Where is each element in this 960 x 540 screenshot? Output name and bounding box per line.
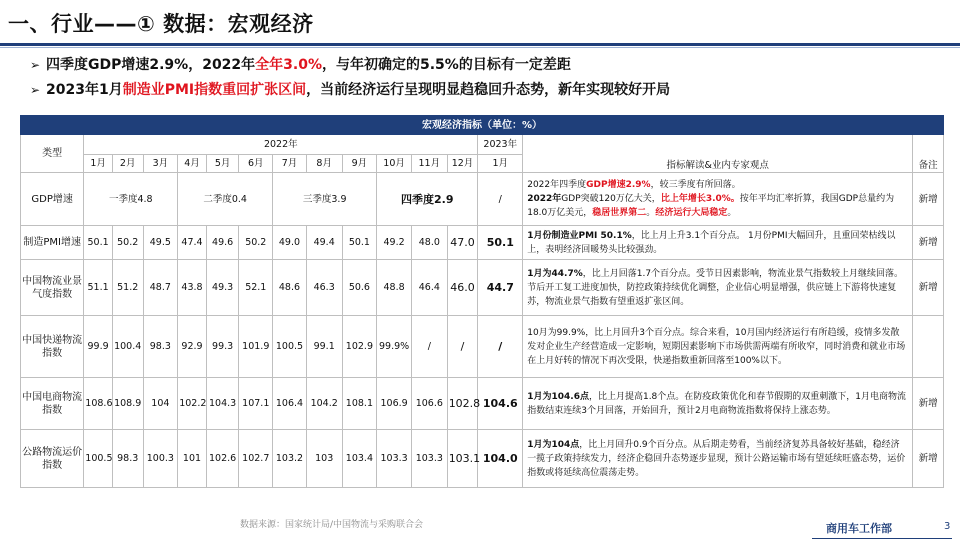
bullet-text: ，当前经济运行呈现明显趋稳回升态势，新年实现较好开局 bbox=[306, 82, 671, 98]
row-label: 制造PMI增速 bbox=[21, 226, 84, 260]
department-label: 商用车工作部 bbox=[826, 522, 892, 535]
jan-2023-value: 44.7 bbox=[478, 260, 523, 316]
month-value: 49.4 bbox=[306, 226, 342, 260]
month-value: 102.2 bbox=[178, 378, 207, 430]
month-value: / bbox=[411, 316, 447, 378]
month-value: 108.1 bbox=[342, 378, 377, 430]
month-value: 100.5 bbox=[273, 316, 307, 378]
month-value: 103.1 bbox=[447, 430, 478, 488]
year-2023-header: 2023年 bbox=[478, 135, 523, 155]
table-row bbox=[21, 430, 944, 488]
month-header: 3月 bbox=[143, 155, 178, 173]
row-comment bbox=[523, 378, 913, 430]
row-comment bbox=[523, 173, 913, 226]
row-note: 新增 bbox=[913, 226, 944, 260]
table-caption: 宏观经济指标（单位：%） bbox=[21, 116, 944, 135]
macro-indicators-table bbox=[20, 115, 944, 488]
comment-fragment: 比上年增长3.0%。 bbox=[660, 194, 740, 204]
month-value: 103 bbox=[306, 430, 342, 488]
table-row-gdp bbox=[21, 173, 944, 226]
month-value: 102.8 bbox=[447, 378, 478, 430]
type-header: 类型 bbox=[21, 135, 84, 173]
year-2022-header: 2022年 bbox=[84, 135, 478, 155]
comment-fragment: ，较三季度有所回落。 bbox=[650, 180, 741, 190]
month-value: 52.1 bbox=[239, 260, 273, 316]
gdp-q1: 一季度4.8 bbox=[84, 173, 178, 226]
month-value: 49.2 bbox=[377, 226, 412, 260]
month-value: 102.6 bbox=[206, 430, 239, 488]
jan-2023-value: 104.6 bbox=[478, 378, 523, 430]
month-header-2023: 1月 bbox=[478, 155, 523, 173]
month-value: 48.6 bbox=[273, 260, 307, 316]
comment-fragment: 1月为104.6点 bbox=[527, 391, 589, 402]
page-number: 3 bbox=[944, 521, 951, 532]
jan-2023-value: 104.0 bbox=[478, 430, 523, 488]
month-value: 101.9 bbox=[239, 316, 273, 378]
data-source: 数据来源：国家统计局/中国物流与采购联合会 bbox=[240, 520, 424, 530]
month-value: 49.0 bbox=[273, 226, 307, 260]
month-value: 103.3 bbox=[377, 430, 412, 488]
comment-fragment: GDP突破120万亿大关， bbox=[561, 194, 661, 204]
table-row bbox=[21, 260, 944, 316]
month-value: 103.3 bbox=[411, 430, 447, 488]
month-header: 4月 bbox=[178, 155, 207, 173]
row-label: GDP增速 bbox=[21, 173, 84, 226]
comment-fragment: ，比上月上升3.1个百分点。 1月份PMI大幅回升，且重回荣枯线以上，表明经济回暖势头比较强劲。 bbox=[527, 230, 896, 255]
month-value: 51.2 bbox=[112, 260, 143, 316]
comment-fragment: 2022年四季度 bbox=[527, 180, 587, 190]
month-value: 49.3 bbox=[206, 260, 239, 316]
comment-fragment: 1月为104点 bbox=[527, 439, 580, 450]
month-header: 11月 bbox=[411, 155, 447, 173]
row-label: 中国电商物流指数 bbox=[21, 378, 84, 430]
month-value: 100.3 bbox=[143, 430, 178, 488]
comment-fragment: 2022年 bbox=[527, 194, 562, 204]
month-header: 5月 bbox=[206, 155, 239, 173]
month-value: 51.1 bbox=[84, 260, 113, 316]
month-header: 12月 bbox=[447, 155, 478, 173]
comment-fragment: ，比上月提高1.8个点。在防疫政策优化和春节假期的双重刺激下，1月电商物流指数结束连续3个月回落，开始回升，预计2月电商物流指数将保持上涨态势。 bbox=[527, 391, 907, 416]
gdp-jan-2023: / bbox=[478, 173, 523, 226]
month-value: 108.9 bbox=[112, 378, 143, 430]
month-value: 102.9 bbox=[342, 316, 377, 378]
month-value: 46.4 bbox=[411, 260, 447, 316]
row-note bbox=[913, 316, 944, 378]
month-value: 49.6 bbox=[206, 226, 239, 260]
month-value: 49.5 bbox=[143, 226, 178, 260]
row-label: 中国物流业景气度指数 bbox=[21, 260, 84, 316]
comment-header: 指标解读&业内专家观点 bbox=[523, 135, 913, 173]
month-value: 47.0 bbox=[447, 226, 478, 260]
month-value: 104.3 bbox=[206, 378, 239, 430]
month-value: / bbox=[447, 316, 478, 378]
row-label: 中国快递物流指数 bbox=[21, 316, 84, 378]
month-value: 50.6 bbox=[342, 260, 377, 316]
month-value: 98.3 bbox=[143, 316, 178, 378]
month-value: 48.0 bbox=[411, 226, 447, 260]
comment-fragment: 。 bbox=[727, 208, 737, 218]
month-value: 47.4 bbox=[178, 226, 207, 260]
table-row bbox=[21, 226, 944, 260]
bullet-pmi bbox=[30, 79, 670, 99]
jan-2023-value: / bbox=[478, 316, 523, 378]
comment-fragment: 按年平均汇率折算，我国GDP总量约为18.0万亿美元， bbox=[527, 194, 895, 218]
gdp-q4: 四季度2.9 bbox=[377, 173, 478, 226]
month-value: 99.3 bbox=[206, 316, 239, 378]
row-comment bbox=[523, 430, 913, 488]
month-value: 106.9 bbox=[377, 378, 412, 430]
month-value: 108.6 bbox=[84, 378, 113, 430]
month-value: 99.9 bbox=[84, 316, 113, 378]
jan-2023-value: 50.1 bbox=[478, 226, 523, 260]
month-value: 50.2 bbox=[239, 226, 273, 260]
gdp-q2: 二季度0.4 bbox=[178, 173, 273, 226]
month-header: 10月 bbox=[377, 155, 412, 173]
row-note: 新增 bbox=[913, 430, 944, 488]
bullet-arrow-icon: ➢ bbox=[30, 58, 41, 72]
bullet-arrow-icon: ➢ bbox=[30, 83, 41, 97]
bullet-text: ，与年初确定的5.5%的目标有一定差距 bbox=[322, 57, 571, 73]
comment-fragment: 。 bbox=[646, 208, 656, 218]
comment-fragment: 经济运行大局稳定 bbox=[655, 208, 728, 218]
month-value: 43.8 bbox=[178, 260, 207, 316]
row-note: 新增 bbox=[913, 378, 944, 430]
month-value: 101 bbox=[178, 430, 207, 488]
row-comment bbox=[523, 260, 913, 316]
month-value: 107.1 bbox=[239, 378, 273, 430]
row-label: 公路物流运价指数 bbox=[21, 430, 84, 488]
comment-fragment: ，比上月回落1.7个百分点。受节日因素影响，物流业景气指数较上月继续回落。节后开工复工进度加快，防控政策持续优化调整，企业信心明显增强，供应链上下游将快速复苏，物流业景气指数有望重返扩张区间。 bbox=[527, 268, 904, 307]
month-value: 99.9% bbox=[377, 316, 412, 378]
month-header: 2月 bbox=[112, 155, 143, 173]
month-value: 46.3 bbox=[306, 260, 342, 316]
month-header: 6月 bbox=[239, 155, 273, 173]
comment-fragment: 1月份制造业PMI 50.1% bbox=[527, 230, 632, 241]
month-value: 106.6 bbox=[411, 378, 447, 430]
month-value: 103.2 bbox=[273, 430, 307, 488]
month-value: 104 bbox=[143, 378, 178, 430]
row-note: 新增 bbox=[913, 173, 944, 226]
table-row bbox=[21, 316, 944, 378]
bullet-text: 四季度GDP增速2.9%，2022年 bbox=[46, 57, 256, 73]
month-value: 50.1 bbox=[84, 226, 113, 260]
month-value: 100.4 bbox=[112, 316, 143, 378]
comment-fragment: 10月为99.9%，比上月回升3个百分点。综合来看，10月国内经济运行有所趋缓，疫情多发散发对企业生产经营造成一定影响，短期因素影响下市场供需两端有所收窄，同时消费和就业市场在上月好转的情况下再次受限，快递指数重新回落至100%以下。 bbox=[527, 327, 906, 366]
row-note: 新增 bbox=[913, 260, 944, 316]
bullet-highlight: 全年3.0% bbox=[255, 57, 322, 73]
bullet-highlight: 制造业PMI指数重回扩张区间 bbox=[122, 82, 307, 98]
month-value: 48.7 bbox=[143, 260, 178, 316]
row-comment bbox=[523, 226, 913, 260]
month-value: 48.8 bbox=[377, 260, 412, 316]
page-title: 一、行业——① 数据：宏观经济 bbox=[8, 12, 314, 36]
month-value: 106.4 bbox=[273, 378, 307, 430]
title-divider-thin bbox=[0, 47, 960, 48]
bullet-text: 2023年1月 bbox=[46, 82, 123, 98]
month-header: 8月 bbox=[306, 155, 342, 173]
bullet-gdp bbox=[30, 54, 571, 74]
month-value: 98.3 bbox=[112, 430, 143, 488]
month-header: 9月 bbox=[342, 155, 377, 173]
title-divider bbox=[0, 43, 960, 46]
note-header: 备注 bbox=[913, 135, 944, 173]
table-row bbox=[21, 378, 944, 430]
month-value: 92.9 bbox=[178, 316, 207, 378]
month-header: 7月 bbox=[273, 155, 307, 173]
gdp-q3: 三季度3.9 bbox=[273, 173, 377, 226]
comment-fragment: ，比上月回升0.9个百分点。从后期走势看，当前经济复苏具备较好基础，稳经济一揽子政策持续发力，经济企稳回升态势逐步显现，预计公路运输市场有望延续旺盛态势，运价指数或将延续高位震荡走势。 bbox=[527, 439, 906, 478]
footer-divider bbox=[812, 538, 952, 539]
comment-fragment: GDP增速2.9% bbox=[586, 180, 651, 190]
month-value: 104.2 bbox=[306, 378, 342, 430]
comment-fragment: 1月为44.7% bbox=[527, 268, 583, 279]
row-comment bbox=[523, 316, 913, 378]
month-value: 46.0 bbox=[447, 260, 478, 316]
month-value: 50.1 bbox=[342, 226, 377, 260]
month-value: 50.2 bbox=[112, 226, 143, 260]
month-value: 102.7 bbox=[239, 430, 273, 488]
month-value: 100.5 bbox=[84, 430, 113, 488]
month-value: 99.1 bbox=[306, 316, 342, 378]
comment-fragment: 稳居世界第二 bbox=[592, 208, 647, 218]
month-value: 103.4 bbox=[342, 430, 377, 488]
month-header: 1月 bbox=[84, 155, 113, 173]
